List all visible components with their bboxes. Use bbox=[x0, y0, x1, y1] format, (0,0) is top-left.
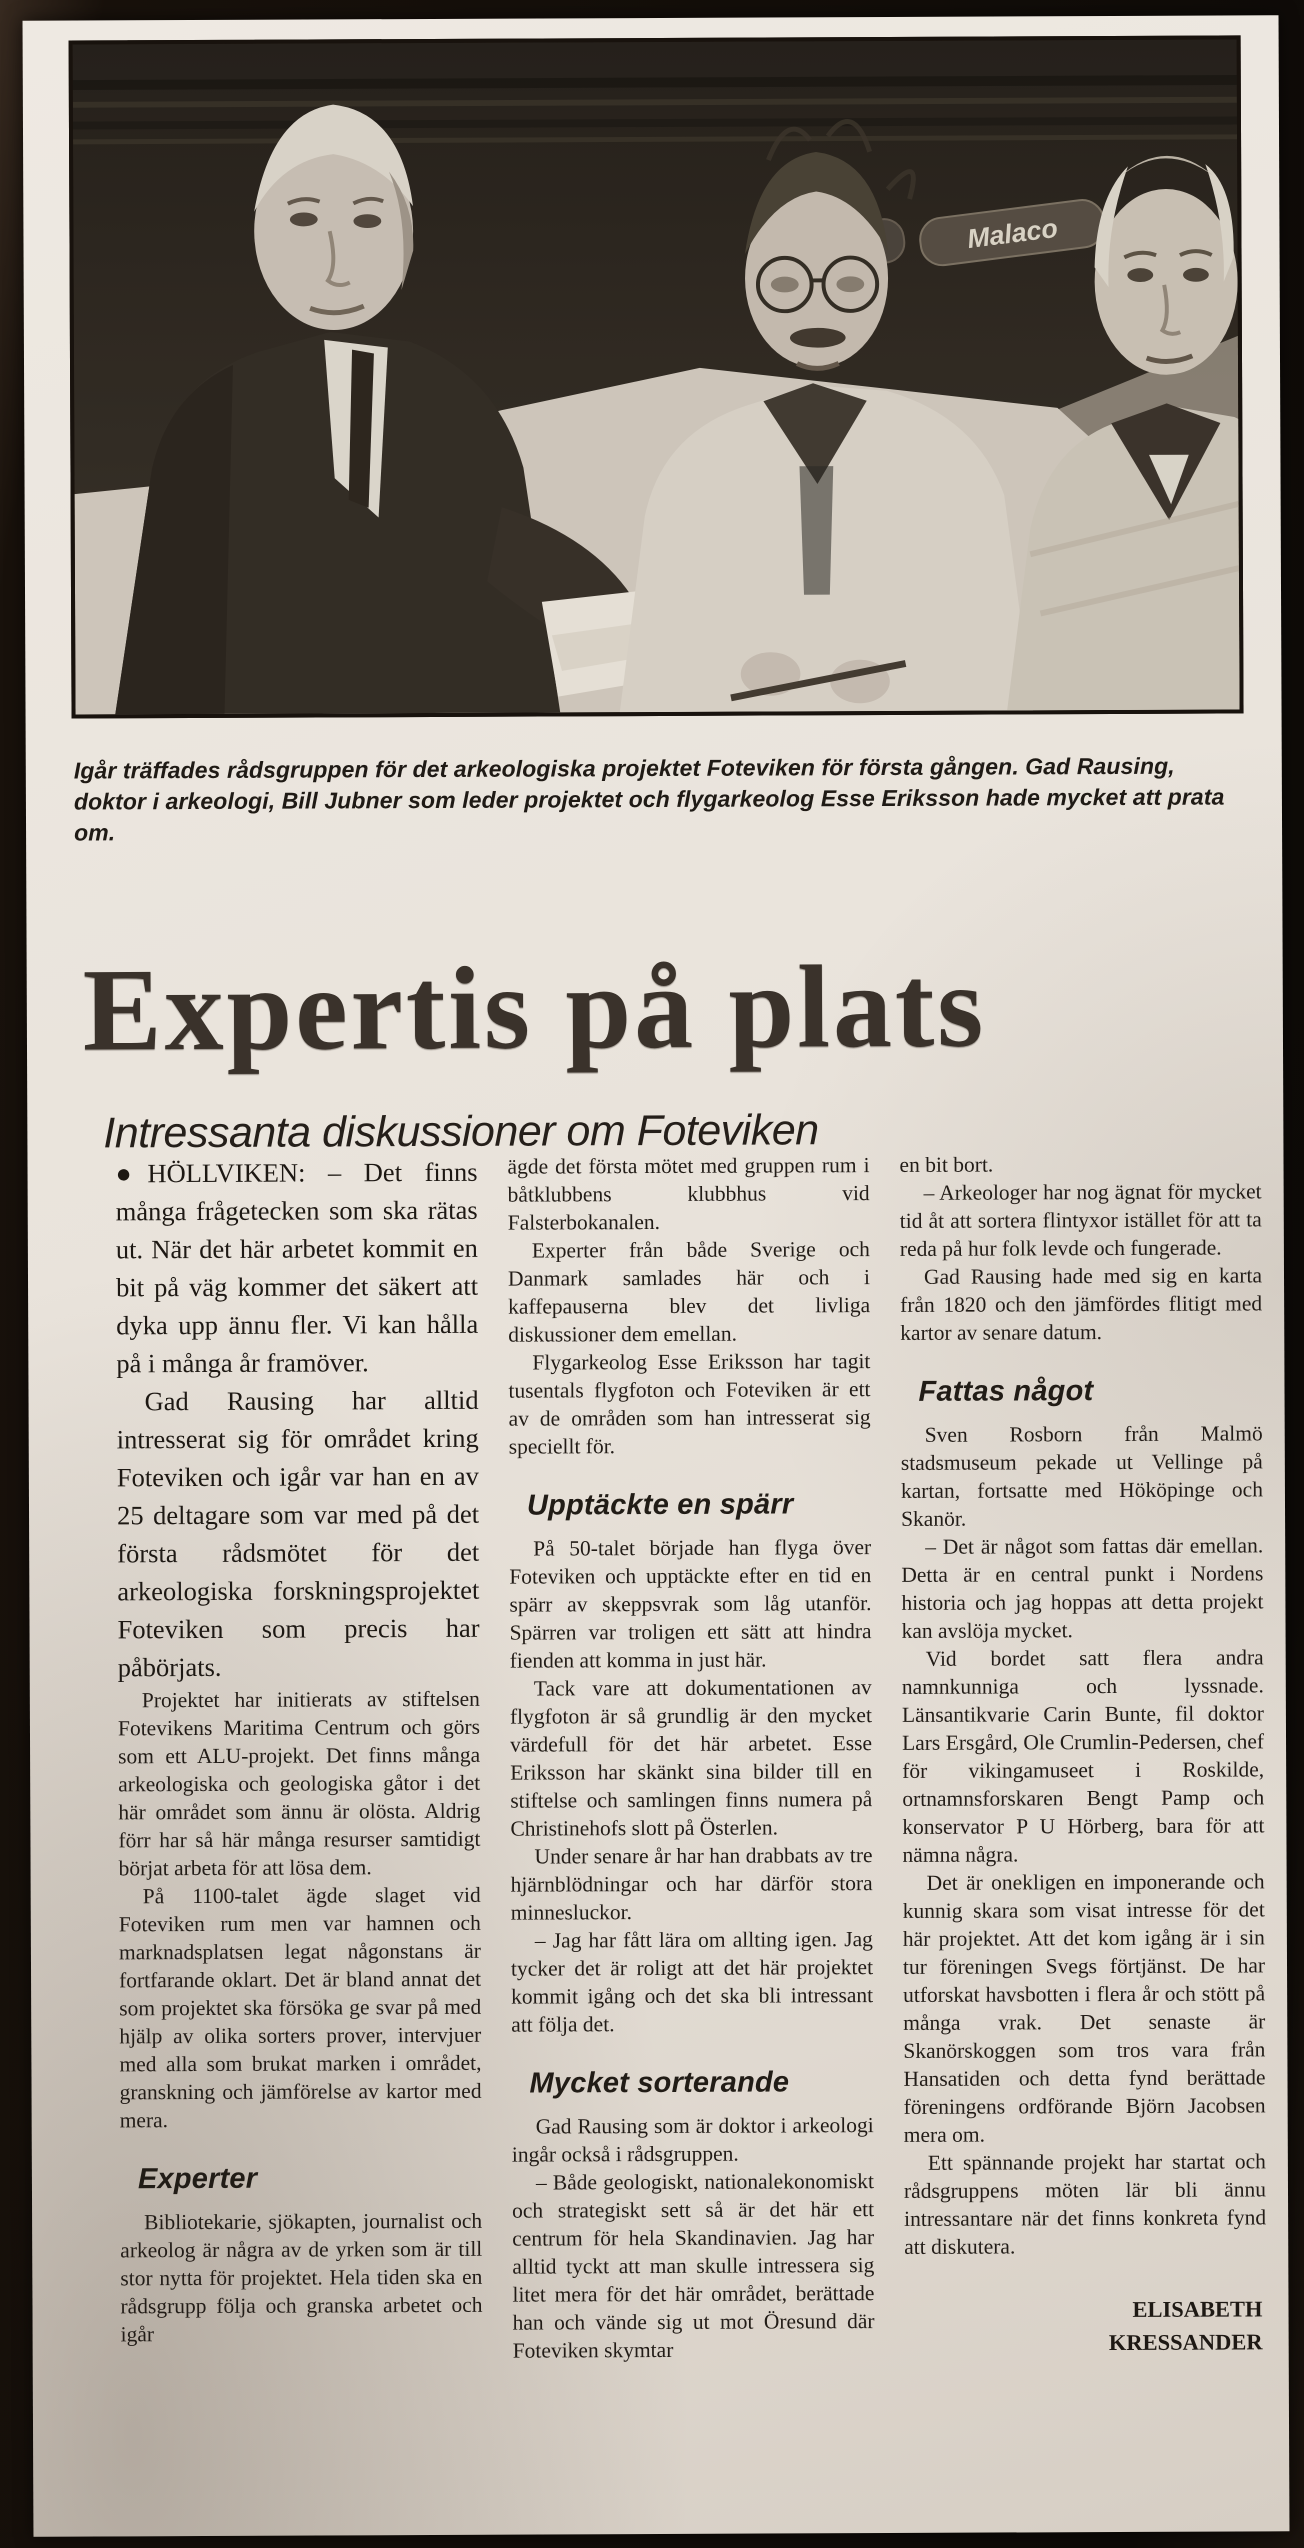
body-paragraph: Sven Rosborn från Malmö stadsmuseum pekade ut Vellinge på kartan, fortsatte med Hököpinge och Skanör. bbox=[900, 1421, 1263, 1531]
quote-paragraph: – Arkeologer har nog ägnat för mycket tid åt att sortera flintyxor istället för att ta reda på hur folk levde och fungerade. bbox=[899, 1179, 1262, 1261]
body-paragraph: Gad Rausing som är doktor i arkeologi ingår också i rådsgruppen. bbox=[511, 2112, 874, 2167]
body-paragraph: Bibliotekarie, sjökapten, journalist och arkeolog är några av de yrken som är till stor nytta för projektet. Hela tiden ska en rådsgrupp följa och granska arbetet och igår bbox=[120, 2208, 483, 2347]
body-paragraph: På 50-talet började han flyga över Foteviken och upptäckte efter en tid en spärr av skeppsvrak som låg utanför. Spärren var troligen ett sätt att hindra fienden att komma in just här. bbox=[509, 1534, 872, 1673]
photo-illustration bbox=[73, 39, 1240, 714]
body-paragraph: Flygarkeolog Esse Eriksson har tagit tusentals flygfoton och Foteviken är ett av de områden som han intresserat sig speciellt för. bbox=[508, 1349, 871, 1459]
headline: Expertis på plats bbox=[82, 940, 987, 1076]
subtitle: Intressanta diskussioner om Foteviken bbox=[103, 1105, 819, 1158]
body-paragraph: Det är onekligen en imponerande och kunnig skara som visat intresse för det här projektet. Att det kom igång är i sin tur föreningen Svegs förtjänst. De har utforskat havsbotten i flera år och stött på många vrak. Det senaste är Skanörskoggen som tros vara från Hansatiden och detta fynd berättade föreningens ordförande Björn Jacobsen mera om. bbox=[902, 1869, 1266, 2147]
photo-caption: Igår träffades rådsgruppen för det arkeologiska projektet Foteviken för första gången. Gad Rausing, doktor i arkeologi, Bill Jubner som leder projektet och flygarkeolog Esse Eriksson hade mycket att prata om. bbox=[73, 752, 1225, 846]
body-paragraph: Tack vare att dokumentationen av flygfoton är så grundlig är den mycket värdefull för det här arbetet. Esse Eriksson har skänkt sina bilder till en stiftelse och samlingen finns numera på Christinehofs slott på Österlen. bbox=[509, 1674, 873, 1841]
subheading-fattas-nagot: Fattas något bbox=[918, 1375, 1094, 1408]
byline bbox=[904, 2293, 1266, 2360]
column-2 bbox=[507, 1151, 875, 2493]
subheading-mycket-sorterande: Mycket sorterande bbox=[529, 2066, 790, 2100]
newspaper-clipping bbox=[23, 15, 1290, 2536]
body-paragraph: Ett spännande projekt har startat och rådsgruppens möten lär bli ännu intressantare när det finns konkreta fynd att diskutera. bbox=[903, 2149, 1267, 2259]
body-paragraph: en bit bort. bbox=[899, 1152, 994, 1177]
byline-last-name: KRESSANDER bbox=[1108, 2328, 1263, 2355]
quote-paragraph: – Både geologiskt, nationalekonomiskt och strategiskt sett så är det här ett centrum för hela Skandinavien. Jag har alltid tyckt att man skulle intressera sig litet mera för det här området, berättade han och vände sig ut mot Öresund där Foteviken skymtar bbox=[512, 2168, 875, 2363]
subheading-upptackte-en-sparr: Upptäckte en spärr bbox=[526, 1488, 794, 1522]
malaco-sign-label: Malaco bbox=[965, 212, 1060, 255]
lead-paragraph: ●HÖLLVIKEN: – Det finns många frågetecken som ska rätas ut. När det här arbetet kommit en bit på väg kommer det säkert att dyka upp ännu fler. Vi kan hålla på i många år framöver. bbox=[115, 1156, 479, 1379]
byline-first-name: ELISABETH bbox=[1132, 2296, 1263, 2322]
column-3 bbox=[899, 1149, 1267, 2491]
body-paragraph: ägde det första mötet med gruppen rum i båtklubbens klubbhus vid Falsterbokanalen. bbox=[507, 1153, 870, 1235]
quote-paragraph: – Jag har fått lära om allting igen. Jag tycker det är roligt att det här projektet kommit igång och det ska bli intressant att följa det. bbox=[510, 1926, 874, 2037]
body-paragraph: Vid bordet satt flera andra namnkunniga och lyssnade. Länsantikvarie Carin Bunte, fil doktor Lars Ersgård, Ole Crumlin-Pedersen, chef för vikingamuseet i Roskilde, ortnamnsforskaren Bengt Pamp och konservator P U Hörberg, bara för att nämna några. bbox=[901, 1645, 1265, 1867]
quote-paragraph: – Det är något som fattas där emellan. Detta är en central punkt i Nordens historia och jag hoppas att detta projekt kan avslöja mycket. bbox=[901, 1533, 1264, 1643]
body-paragraph: Projektet har initierats av stiftelsen Fotevikens Maritima Centrum och görs som ett ALU-projekt. Det finns många arkeologiska och geologiska gåtor i det här området som ännu är olösta. Aldrig förr har så här många resurser samtidigt börjat arbeta för att lösa dem. bbox=[117, 1686, 481, 1881]
body-paragraph: Experter från både Sverige och Danmark samlades här och i kaffepauserna blev det livliga diskussioner dem emellan. bbox=[507, 1237, 871, 1347]
lead-paragraph: Gad Rausing har alltid intresserat sig för området kring Foteviken och igår var han en av 25 deltagare som var med på det första rådsmötet för det arkeologiska forskningsprojektet Foteviken som precis har påbörjats. bbox=[116, 1384, 480, 1683]
subheading-experter: Experter bbox=[137, 2162, 258, 2196]
article-body bbox=[115, 1149, 1271, 2494]
body-paragraph: Gad Rausing hade med sig en karta från 1820 och den jämfördes flitigt med kartor av senare datum. bbox=[900, 1263, 1263, 1345]
body-paragraph: Under senare år har han drabbats av tre hjärnblödningar och har därför stora minnesluckor. bbox=[510, 1842, 873, 1925]
article-photo bbox=[69, 35, 1244, 718]
body-paragraph: På 1100-talet ägde slaget vid Foteviken rum men var hamnen och marknadsplatsen legat någonstans är fortfarande oklart. Det är bland annat det som projektet ska försöka ge svar på med hjälp av olika sorters prover, intervjuer med alla som brukat marken i området, granskning och jämförelse av kartor med mera. bbox=[118, 1882, 482, 2133]
column-1 bbox=[115, 1153, 483, 2495]
